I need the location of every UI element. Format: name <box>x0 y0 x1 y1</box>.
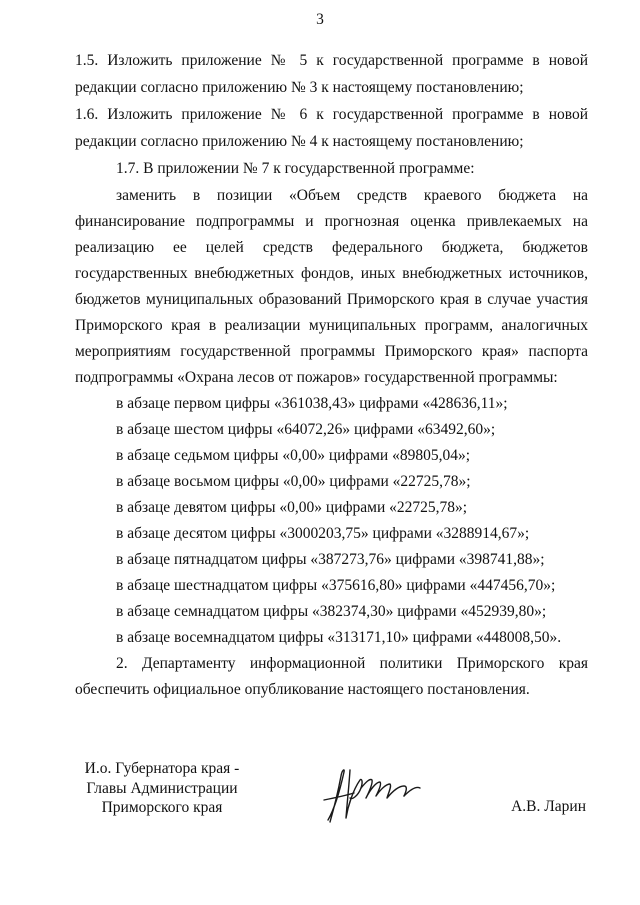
item-1-7-heading: 1.7. В приложении № 7 к государственной программе: <box>116 160 475 177</box>
handwritten-signature <box>320 760 425 830</box>
replace-paragraph-line-5: бюджетов муниципальных образований Приморского края в случае участия <box>75 291 588 308</box>
replace-paragraph-line-8: подпрограммы «Охрана лесов от пожаров» государственной программы: <box>75 369 558 386</box>
item-1-6-line-1: 1.6. Изложить приложение № 6 к государственной программе в новой <box>75 106 588 123</box>
replace-paragraph-line-6: Приморского края в реализации муниципальных программ, аналогичных <box>75 317 588 334</box>
signatory-name: А.В. Ларин <box>511 798 586 815</box>
replace-paragraph-line-2: финансирование подпрограммы и прогнозная оценка привлекаемых на <box>75 213 588 230</box>
replacement-line: в абзаце восьмом цифры «0,00» цифрами «22725,78»; <box>116 473 471 490</box>
replace-paragraph-line-7: мероприятиям государственной программы Приморского края» паспорта <box>75 343 588 360</box>
replace-paragraph-line-4: государственных внебюджетных фондов, иных внебюджетных источников, <box>75 265 588 282</box>
replacement-line: в абзаце пятнадцатом цифры «387273,76» цифрами «398741,88»; <box>116 551 545 568</box>
replacement-line: в абзаце девятом цифры «0,00» цифрами «22725,78»; <box>116 499 468 516</box>
replacement-line: в абзаце семнадцатом цифры «382374,30» цифрами «452939,80»; <box>116 603 547 620</box>
item-1-6-line-2: редакции согласно приложению № 4 к настоящему постановлению; <box>75 133 524 150</box>
replacement-line: в абзаце седьмом цифры «0,00» цифрами «89805,04»; <box>116 447 471 464</box>
replacement-line: в абзаце восемнадцатом цифры «313171,10» цифрами «448008,50». <box>116 629 562 646</box>
item-2-line-2: обеспечить официальное опубликование настоящего постановления. <box>75 681 530 698</box>
signatory-title-line: Приморского края <box>101 799 223 816</box>
page-number: 3 <box>316 11 324 28</box>
signatory-title-line: И.о. Губернатора края - <box>84 760 240 777</box>
replacement-line: в абзаце шестнадцатом цифры «375616,80» цифрами «447456,70»; <box>116 577 556 594</box>
item-1-5-line-1: 1.5. Изложить приложение № 5 к государственной программе в новой <box>75 52 588 69</box>
item-2-line-1: 2. Департаменту информационной политики Приморского края <box>116 655 588 672</box>
item-1-5-line-2: редакции согласно приложению № 3 к настоящему постановлению; <box>75 79 524 96</box>
replace-paragraph-line-1: заменить в позиции «Объем средств краевого бюджета на <box>116 187 588 204</box>
replace-paragraph-line-3: реализацию ее целей средств федерального бюджета, бюджетов <box>75 239 588 256</box>
replacement-line: в абзаце десятом цифры «3000203,75» цифрами «3288914,67»; <box>116 525 530 542</box>
replacement-line: в абзаце шестом цифры «64072,26» цифрами «63492,60»; <box>116 421 496 438</box>
signatory-title <box>72 759 252 818</box>
replacement-line: в абзаце первом цифры «361038,43» цифрами «428636,11»; <box>116 395 508 412</box>
signatory-title-line: Главы Администрации <box>86 779 238 797</box>
